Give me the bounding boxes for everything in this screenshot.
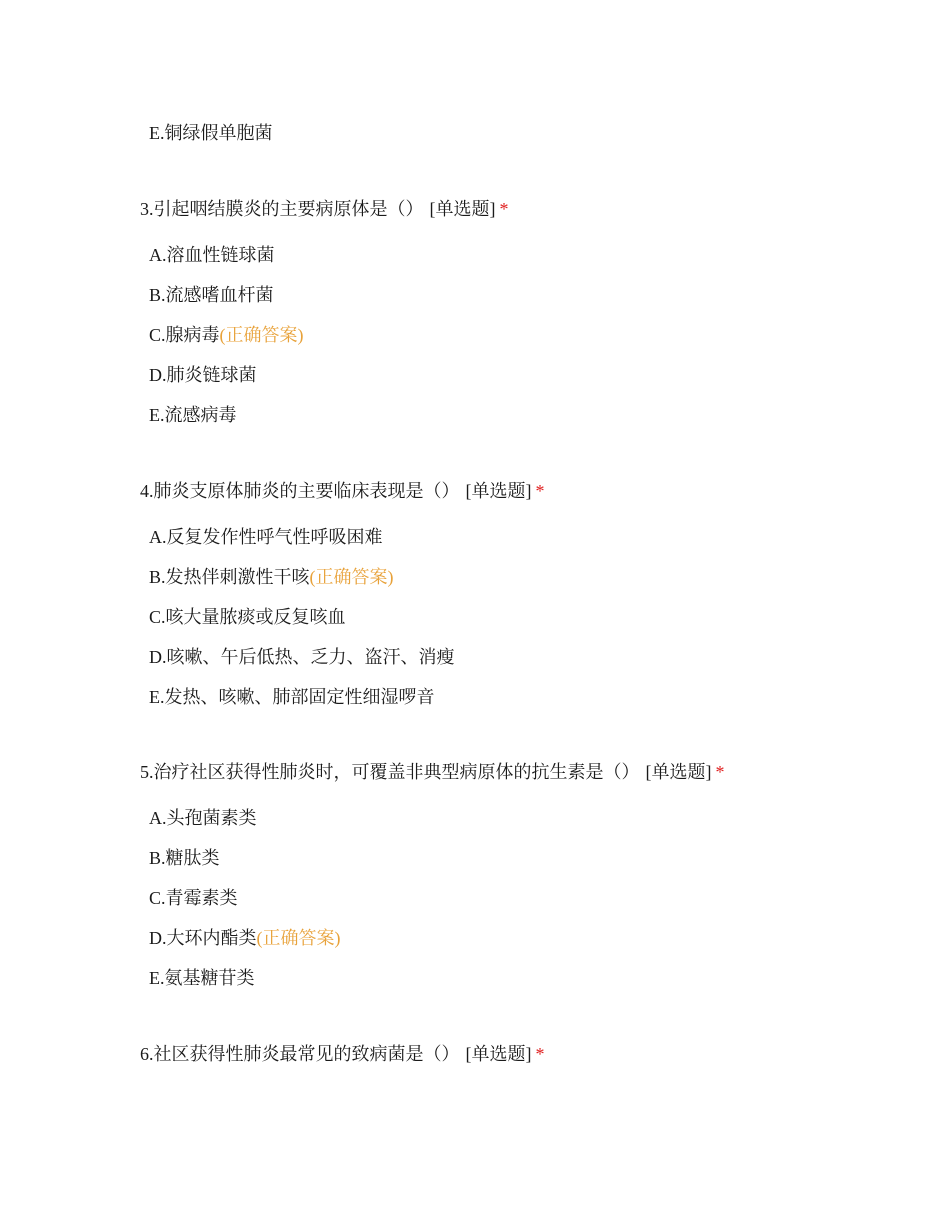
question-3 — [140, 197, 920, 443]
option-b — [149, 846, 920, 870]
question-type: [单选题] — [465, 1044, 532, 1064]
option-text: E.铜绿假单胞菌 — [149, 123, 273, 143]
option-text: C.青霉素类 — [149, 888, 238, 908]
option-text: E.氨基糖苷类 — [149, 968, 255, 988]
question-5 — [140, 760, 920, 1006]
option-e — [149, 685, 920, 709]
question-title — [140, 197, 920, 221]
question-title — [140, 1042, 920, 1066]
option-text: C.咳大量脓痰或反复咳血 — [149, 607, 346, 627]
question-title — [140, 760, 920, 784]
option-text: B.糖肽类 — [149, 848, 220, 868]
option-list — [140, 243, 920, 427]
question-text: 6.社区获得性肺炎最常见的致病菌是（） — [140, 1044, 460, 1064]
option-e — [149, 403, 920, 427]
question-text: 4.肺炎支原体肺炎的主要临床表现是（） — [140, 481, 460, 501]
option-text: B.流感嗜血杆菌 — [149, 285, 274, 305]
option-text: A.头孢菌素类 — [149, 808, 257, 828]
option-c — [149, 605, 920, 629]
correct-answer-note: (正确答案) — [219, 325, 304, 345]
option-list — [140, 806, 920, 990]
option-text: A.反复发作性呼气性呼吸困难 — [149, 527, 383, 547]
option-e — [149, 966, 920, 990]
option-b — [149, 565, 920, 589]
option-text: D.咳嗽、午后低热、乏力、盗汗、消瘦 — [149, 647, 455, 667]
option-text: D.肺炎链球菌 — [149, 365, 257, 385]
required-mark: * — [535, 481, 545, 501]
option-text: D.大环内酯类 — [149, 928, 257, 948]
option-d — [149, 926, 920, 950]
option-text: E.流感病毒 — [149, 405, 237, 425]
required-mark: * — [499, 199, 509, 219]
option-a — [149, 243, 920, 267]
correct-answer-note: (正确答案) — [256, 928, 341, 948]
required-mark: * — [535, 1044, 545, 1064]
option-d — [149, 363, 920, 387]
option-c — [149, 886, 920, 910]
previous-question-option-e — [149, 121, 273, 145]
question-4 — [140, 479, 920, 725]
question-type: [单选题] — [429, 199, 496, 219]
question-type: [单选题] — [645, 762, 712, 782]
required-mark: * — [715, 762, 725, 782]
option-text: E.发热、咳嗽、肺部固定性细湿啰音 — [149, 687, 435, 707]
option-a — [149, 806, 920, 830]
option-a — [149, 525, 920, 549]
question-text: 5.治疗社区获得性肺炎时，可覆盖非典型病原体的抗生素是（） — [140, 762, 640, 782]
option-list — [140, 525, 920, 709]
question-type: [单选题] — [465, 481, 532, 501]
option-text: B.发热伴刺激性干咳 — [149, 567, 310, 587]
option-text: C.腺病毒 — [149, 325, 220, 345]
option-c — [149, 323, 920, 347]
question-title — [140, 479, 920, 503]
option-d — [149, 645, 920, 669]
question-text: 3.引起咽结膜炎的主要病原体是（） — [140, 199, 424, 219]
question-6 — [140, 1042, 920, 1066]
correct-answer-note: (正确答案) — [309, 567, 394, 587]
option-text: A.溶血性链球菌 — [149, 245, 275, 265]
option-b — [149, 283, 920, 307]
